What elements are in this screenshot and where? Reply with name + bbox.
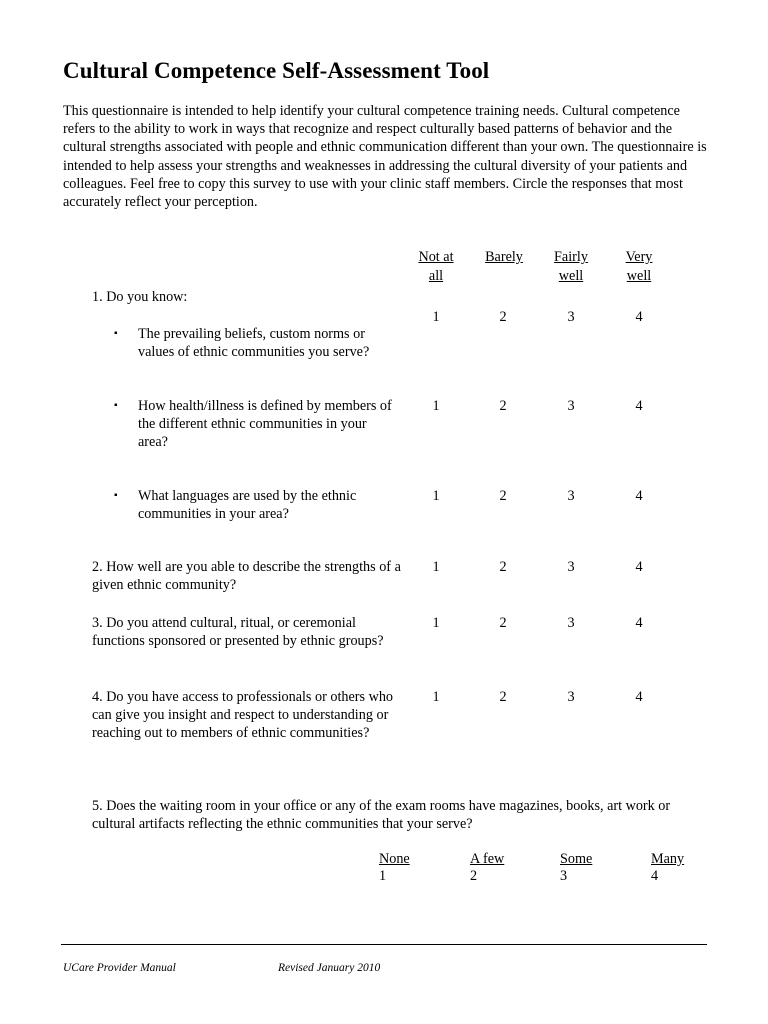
- rating-option-4[interactable]: 4: [635, 309, 643, 325]
- question-4: 4. Do you have access to professionals or others who can give you insight and respect to understanding or reaching out to members of ethnic communities?: [92, 689, 394, 742]
- rating-option-3[interactable]: 3: [567, 615, 575, 631]
- question-1-prompt: 1. Do you know:: [92, 289, 188, 305]
- rating-option-1[interactable]: 1: [432, 398, 440, 414]
- scale-header-not-at-all: Not at all: [418, 249, 454, 284]
- bullet-marker: ▪: [114, 328, 118, 339]
- question-1-bullet-3: What languages are used by the ethnic communities in your area?: [138, 488, 357, 523]
- rating-option-4[interactable]: 4: [635, 398, 643, 414]
- rating-option-2[interactable]: 2: [499, 309, 507, 325]
- rating-option-2[interactable]: 2: [499, 488, 507, 504]
- rating-option-3[interactable]: 3: [567, 559, 575, 575]
- rating-option-4[interactable]: 4: [635, 615, 643, 631]
- page-title: Cultural Competence Self-Assessment Tool: [63, 58, 490, 83]
- rating-option-4[interactable]: 4: [635, 488, 643, 504]
- rating-option-2[interactable]: 2: [499, 615, 507, 631]
- q5-option-none[interactable]: None 1: [379, 851, 410, 884]
- rating-option-1[interactable]: 1: [432, 309, 440, 325]
- bullet-marker: ▪: [114, 490, 118, 501]
- question-2: 2. How well are you able to describe the strengths of a given ethnic community?: [92, 559, 401, 594]
- footer-divider: [61, 944, 707, 945]
- q5-option-a-few[interactable]: A few 2: [470, 851, 505, 884]
- rating-option-3[interactable]: 3: [567, 309, 575, 325]
- scale-header-very-well: Very well: [625, 249, 653, 284]
- q5-option-some[interactable]: Some 3: [560, 851, 593, 884]
- bullet-marker: ▪: [114, 400, 118, 411]
- rating-option-2[interactable]: 2: [499, 398, 507, 414]
- rating-option-1[interactable]: 1: [432, 615, 440, 631]
- question-5: 5. Does the waiting room in your office or any of the exam rooms have magazines, books, art work or cultural artifacts reflecting the ethnic communities that your serve?: [92, 798, 671, 833]
- question-3: 3. Do you attend cultural, ritual, or ceremonial functions sponsored or presented by ethnic groups?: [92, 615, 384, 650]
- footer-revision-date: Revised January 2010: [278, 962, 381, 974]
- rating-option-3[interactable]: 3: [567, 689, 575, 705]
- rating-option-1[interactable]: 1: [432, 559, 440, 575]
- rating-option-2[interactable]: 2: [499, 689, 507, 705]
- q5-option-many[interactable]: Many 4: [651, 851, 685, 884]
- scale-header-barely: Barely: [485, 249, 523, 265]
- scale-header-fairly-well: Fairly well: [554, 249, 588, 284]
- rating-option-1[interactable]: 1: [432, 488, 440, 504]
- rating-option-4[interactable]: 4: [635, 559, 643, 575]
- rating-option-3[interactable]: 3: [567, 398, 575, 414]
- rating-option-4[interactable]: 4: [635, 689, 643, 705]
- footer-manual-name: UCare Provider Manual: [63, 962, 176, 974]
- question-1-bullet-2: How health/illness is defined by members of the different ethnic communities in your area?: [138, 398, 392, 451]
- intro-paragraph: This questionnaire is intended to help identify your cultural competence training needs. Cultural competence refers to the ability to work in ways that recognize and respect culturally based patterns of behavior and the cultural strengths associated with people and ethnic communication different than your own. The questionnaire is intended to help assess your strengths and weaknesses in addressing the cultural diversity of your patients and colleagues. Feel free to copy this survey to use with your clinic staff members. Circle the responses that most accurately reflect your perception.: [63, 103, 707, 211]
- rating-option-2[interactable]: 2: [499, 559, 507, 575]
- rating-option-3[interactable]: 3: [567, 488, 575, 504]
- question-1-bullet-1: The prevailing beliefs, custom norms or values of ethnic communities you serve?: [138, 326, 370, 361]
- rating-option-1[interactable]: 1: [432, 689, 440, 705]
